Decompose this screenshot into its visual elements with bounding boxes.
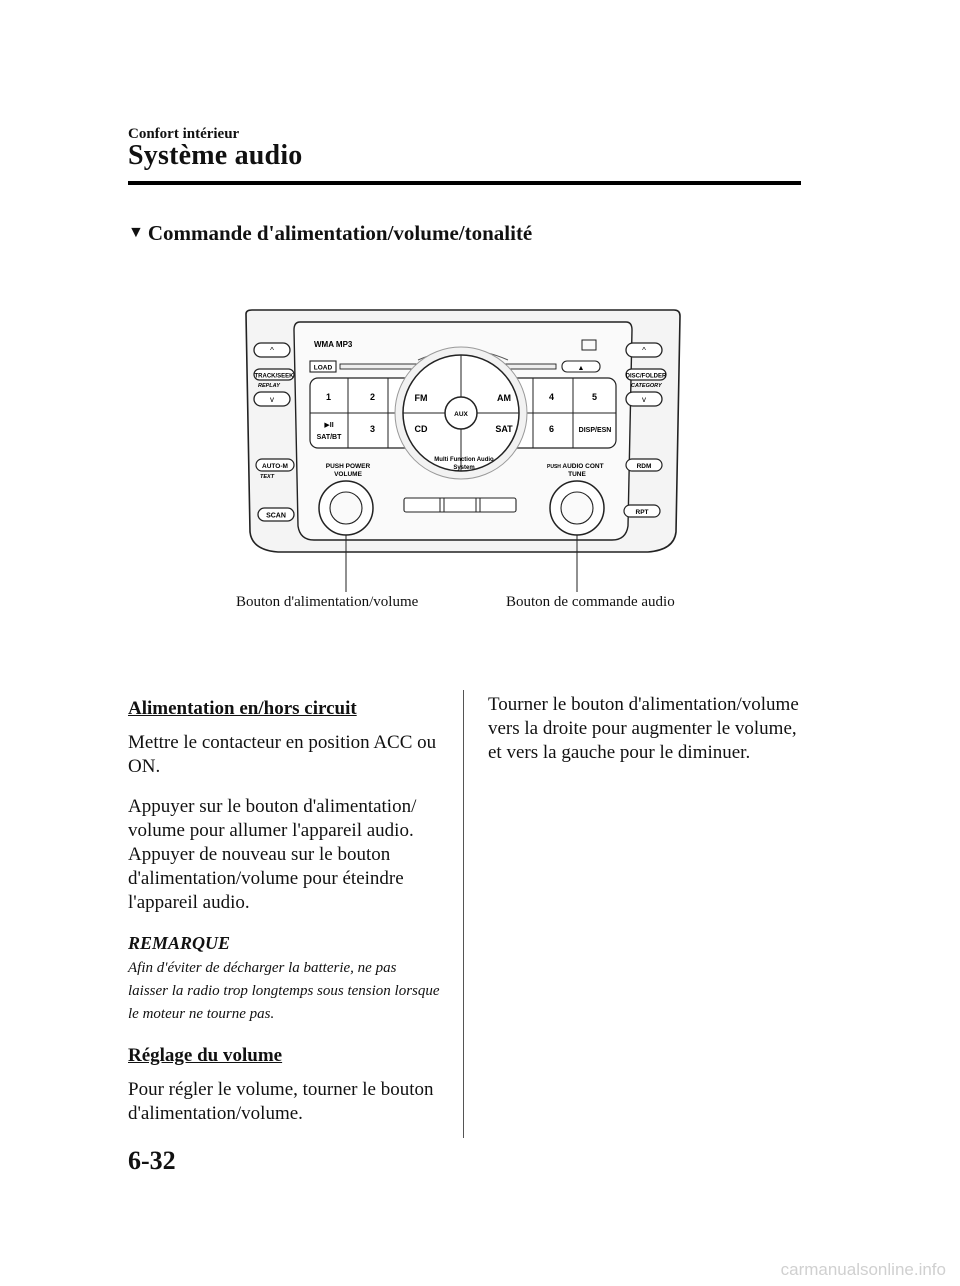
system-label: System — [453, 465, 475, 471]
svg-text:v: v — [642, 395, 646, 404]
audio-unit-diagram — [228, 300, 698, 620]
page-number: 6-32 — [128, 1146, 176, 1175]
triangle-down-icon: ▼ — [128, 223, 144, 241]
tune-label: TUNE — [568, 471, 586, 478]
track-seek-label: TRACK/SEEK — [254, 373, 294, 380]
fm-label: FM — [414, 393, 428, 403]
volume-label: VOLUME — [334, 471, 362, 478]
load-label: LOAD — [313, 364, 333, 372]
para-acc: Mettre le contacteur en position ACC ou ON. — [128, 732, 437, 777]
para-volume: Pour régler le volume, tourner le bouton d'alimentation/volume. — [128, 1079, 434, 1124]
rdm-label: RDM — [636, 463, 652, 470]
right-column — [488, 693, 800, 781]
callout-power-volume: Bouton d'alimentation/volume — [236, 594, 419, 610]
heading-power: Alimentation en/hors circuit — [128, 698, 357, 719]
preset-6-label: 6 — [549, 424, 555, 434]
sat-label: SAT — [495, 424, 513, 434]
eject-label: ▲ — [577, 365, 585, 372]
text-label: TEXT — [260, 474, 275, 480]
subheading — [128, 221, 532, 246]
sat-bt-label: SAT/BT — [316, 434, 342, 441]
disc-folder-label: DISC/FOLDER — [625, 373, 667, 380]
note-text: Afin d'éviter de décharger la batterie, ne pas laisser la radio trop longtemps sous tension lorsque le moteur ne tourne pas. — [128, 960, 440, 1022]
column-divider — [463, 690, 464, 1138]
title-rule — [128, 181, 801, 185]
audio-cont-label: AUDIO CONT — [562, 463, 604, 470]
category-label: CATEGORY — [631, 383, 662, 389]
scan-label: SCAN — [266, 512, 286, 520]
watermark: carmanualsonline.info — [780, 1260, 946, 1279]
preset-5-label: 5 — [592, 392, 598, 402]
callout-audio-control: Bouton de commande audio — [506, 594, 675, 610]
rpt-label: RPT — [635, 509, 649, 516]
wma-mp3-label: WMA MP3 — [314, 340, 353, 349]
push-power-label: PUSH POWER — [325, 463, 371, 470]
cd-label: CD — [414, 424, 428, 434]
preset-1-label: 1 — [326, 392, 332, 402]
aux-label: AUX — [454, 411, 468, 418]
svg-text:^: ^ — [270, 346, 274, 355]
heading-volume: Réglage du volume — [128, 1045, 283, 1066]
page-title: Système audio — [128, 140, 303, 171]
left-column — [128, 697, 440, 1142]
subheading-text: Commande d'alimentation/volume/tonalité — [147, 221, 533, 245]
svg-text:v: v — [270, 395, 274, 404]
push-label: PUSH — [547, 464, 561, 470]
para-power-toggle: Appuyer sur le bouton d'alimentation/ volume pour allumer l'appareil audio. Appuyer de nouveau sur le bouton d'alimentation/volume pour éteindre l'appareil audio. — [128, 796, 417, 913]
replay-label: REPLAY — [258, 383, 280, 389]
disp-esn-label: DISP/ESN — [578, 427, 612, 434]
svg-text:^: ^ — [642, 346, 646, 355]
note-title: REMARQUE — [128, 933, 231, 953]
preset-2-label: 2 — [370, 392, 376, 402]
multi-function-label: Multi Function Audio — [434, 457, 494, 463]
section-label: Confort intérieur — [128, 126, 240, 142]
para-volume-direction: Tourner le bouton d'alimentation/volume vers la droite pour augmenter le volume, et vers la gauche pour le diminuer. — [488, 694, 799, 763]
preset-4-label: 4 — [549, 392, 555, 402]
preset-3-label: 3 — [370, 424, 376, 434]
am-label: AM — [497, 393, 511, 403]
play-pause-label: ▶II — [324, 422, 334, 429]
auto-m-label: AUTO-M — [262, 463, 288, 470]
